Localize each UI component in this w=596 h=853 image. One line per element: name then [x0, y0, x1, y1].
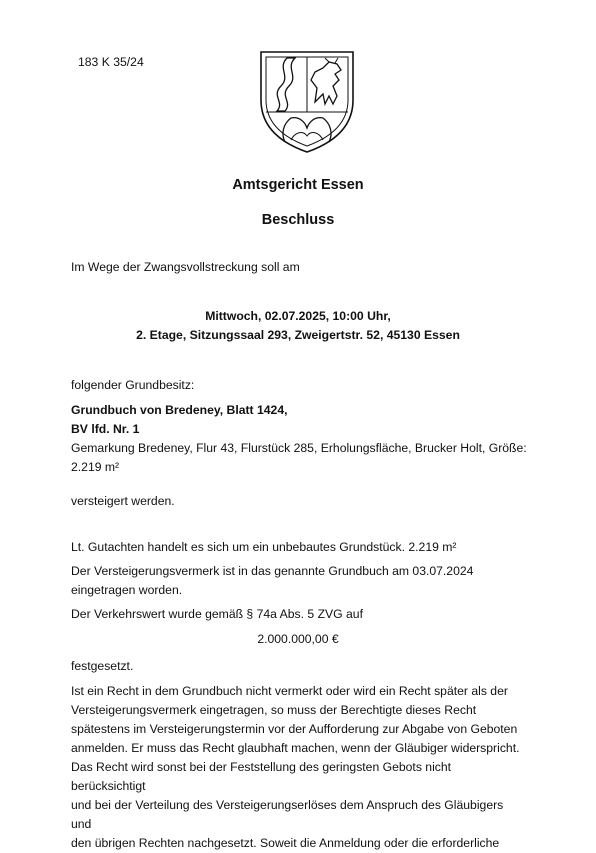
- auction-statement: versteigert werden.: [71, 494, 175, 508]
- paragraph-line: spätestens im Versteigerungstermin vor der Aufforderung zur Abgabe von Geboten: [71, 722, 518, 736]
- vermerk-line-1: Der Versteigerungsvermerk ist in das genannte Grundbuch am 03.07.2024: [71, 564, 474, 578]
- paragraph-line: und bei der Verteilung des Versteigerungserlöses dem Anspruch des Gläubigers und: [71, 798, 504, 831]
- verkehrswert-amount: 2.000.000,00 €: [257, 632, 339, 646]
- gutachten-text: Lt. Gutachten handelt es sich um ein unbebautes Grundstück. 2.219 m²: [71, 540, 457, 554]
- auction-date: Mittwoch, 02.07.2025, 10:00 Uhr,: [205, 309, 391, 323]
- paragraph-line: anmelden. Er muss das Recht glaubhaft machen, wenn der Gläubiger widerspricht.: [71, 741, 520, 755]
- property-intro: folgender Grundbesitz:: [71, 378, 195, 392]
- paragraph-line: Ist ein Recht in dem Grundbuch nicht vermerkt oder wird ein Recht später als der: [71, 684, 508, 698]
- verkehrswert-intro: Der Verkehrswert wurde gemäß § 74a Abs. 5 ZVG auf: [71, 607, 363, 621]
- property-size: 2.219 m²: [71, 460, 120, 474]
- document-title: Beschluss: [261, 212, 335, 228]
- bv-number: BV lfd. Nr. 1: [71, 422, 140, 436]
- gemarkung-text: Gemarkung Bredeney, Flur 43, Flurstück 285, Erholungsfläche, Brucker Holt, Größe:: [71, 441, 527, 455]
- court-name: Amtsgericht Essen: [232, 177, 364, 193]
- case-number: 183 K 35/24: [78, 55, 144, 69]
- paragraph-line: Das Recht wird sonst bei der Feststellung des geringsten Gebots nicht berücksichtigt: [71, 760, 452, 793]
- coat-of-arms-icon: [255, 44, 359, 156]
- grundbuch-reference: Grundbuch von Bredeney, Blatt 1424,: [71, 403, 288, 417]
- paragraph-line: den übrigen Rechten nachgesetzt. Soweit die Anmeldung oder die erforderliche: [71, 836, 500, 850]
- paragraph-line: Versteigerungsvermerk eingetragen, so muss der Berechtigte dieses Recht: [71, 703, 477, 717]
- notice-paragraph: [71, 682, 526, 853]
- vermerk-line-2: eingetragen worden.: [71, 583, 183, 597]
- auction-location: 2. Etage, Sitzungssaal 293, Zweigertstr. 52, 45130 Essen: [136, 328, 460, 342]
- festgesetzt-text: festgesetzt.: [71, 659, 134, 673]
- intro-text: Im Wege der Zwangsvollstreckung soll am: [71, 260, 300, 274]
